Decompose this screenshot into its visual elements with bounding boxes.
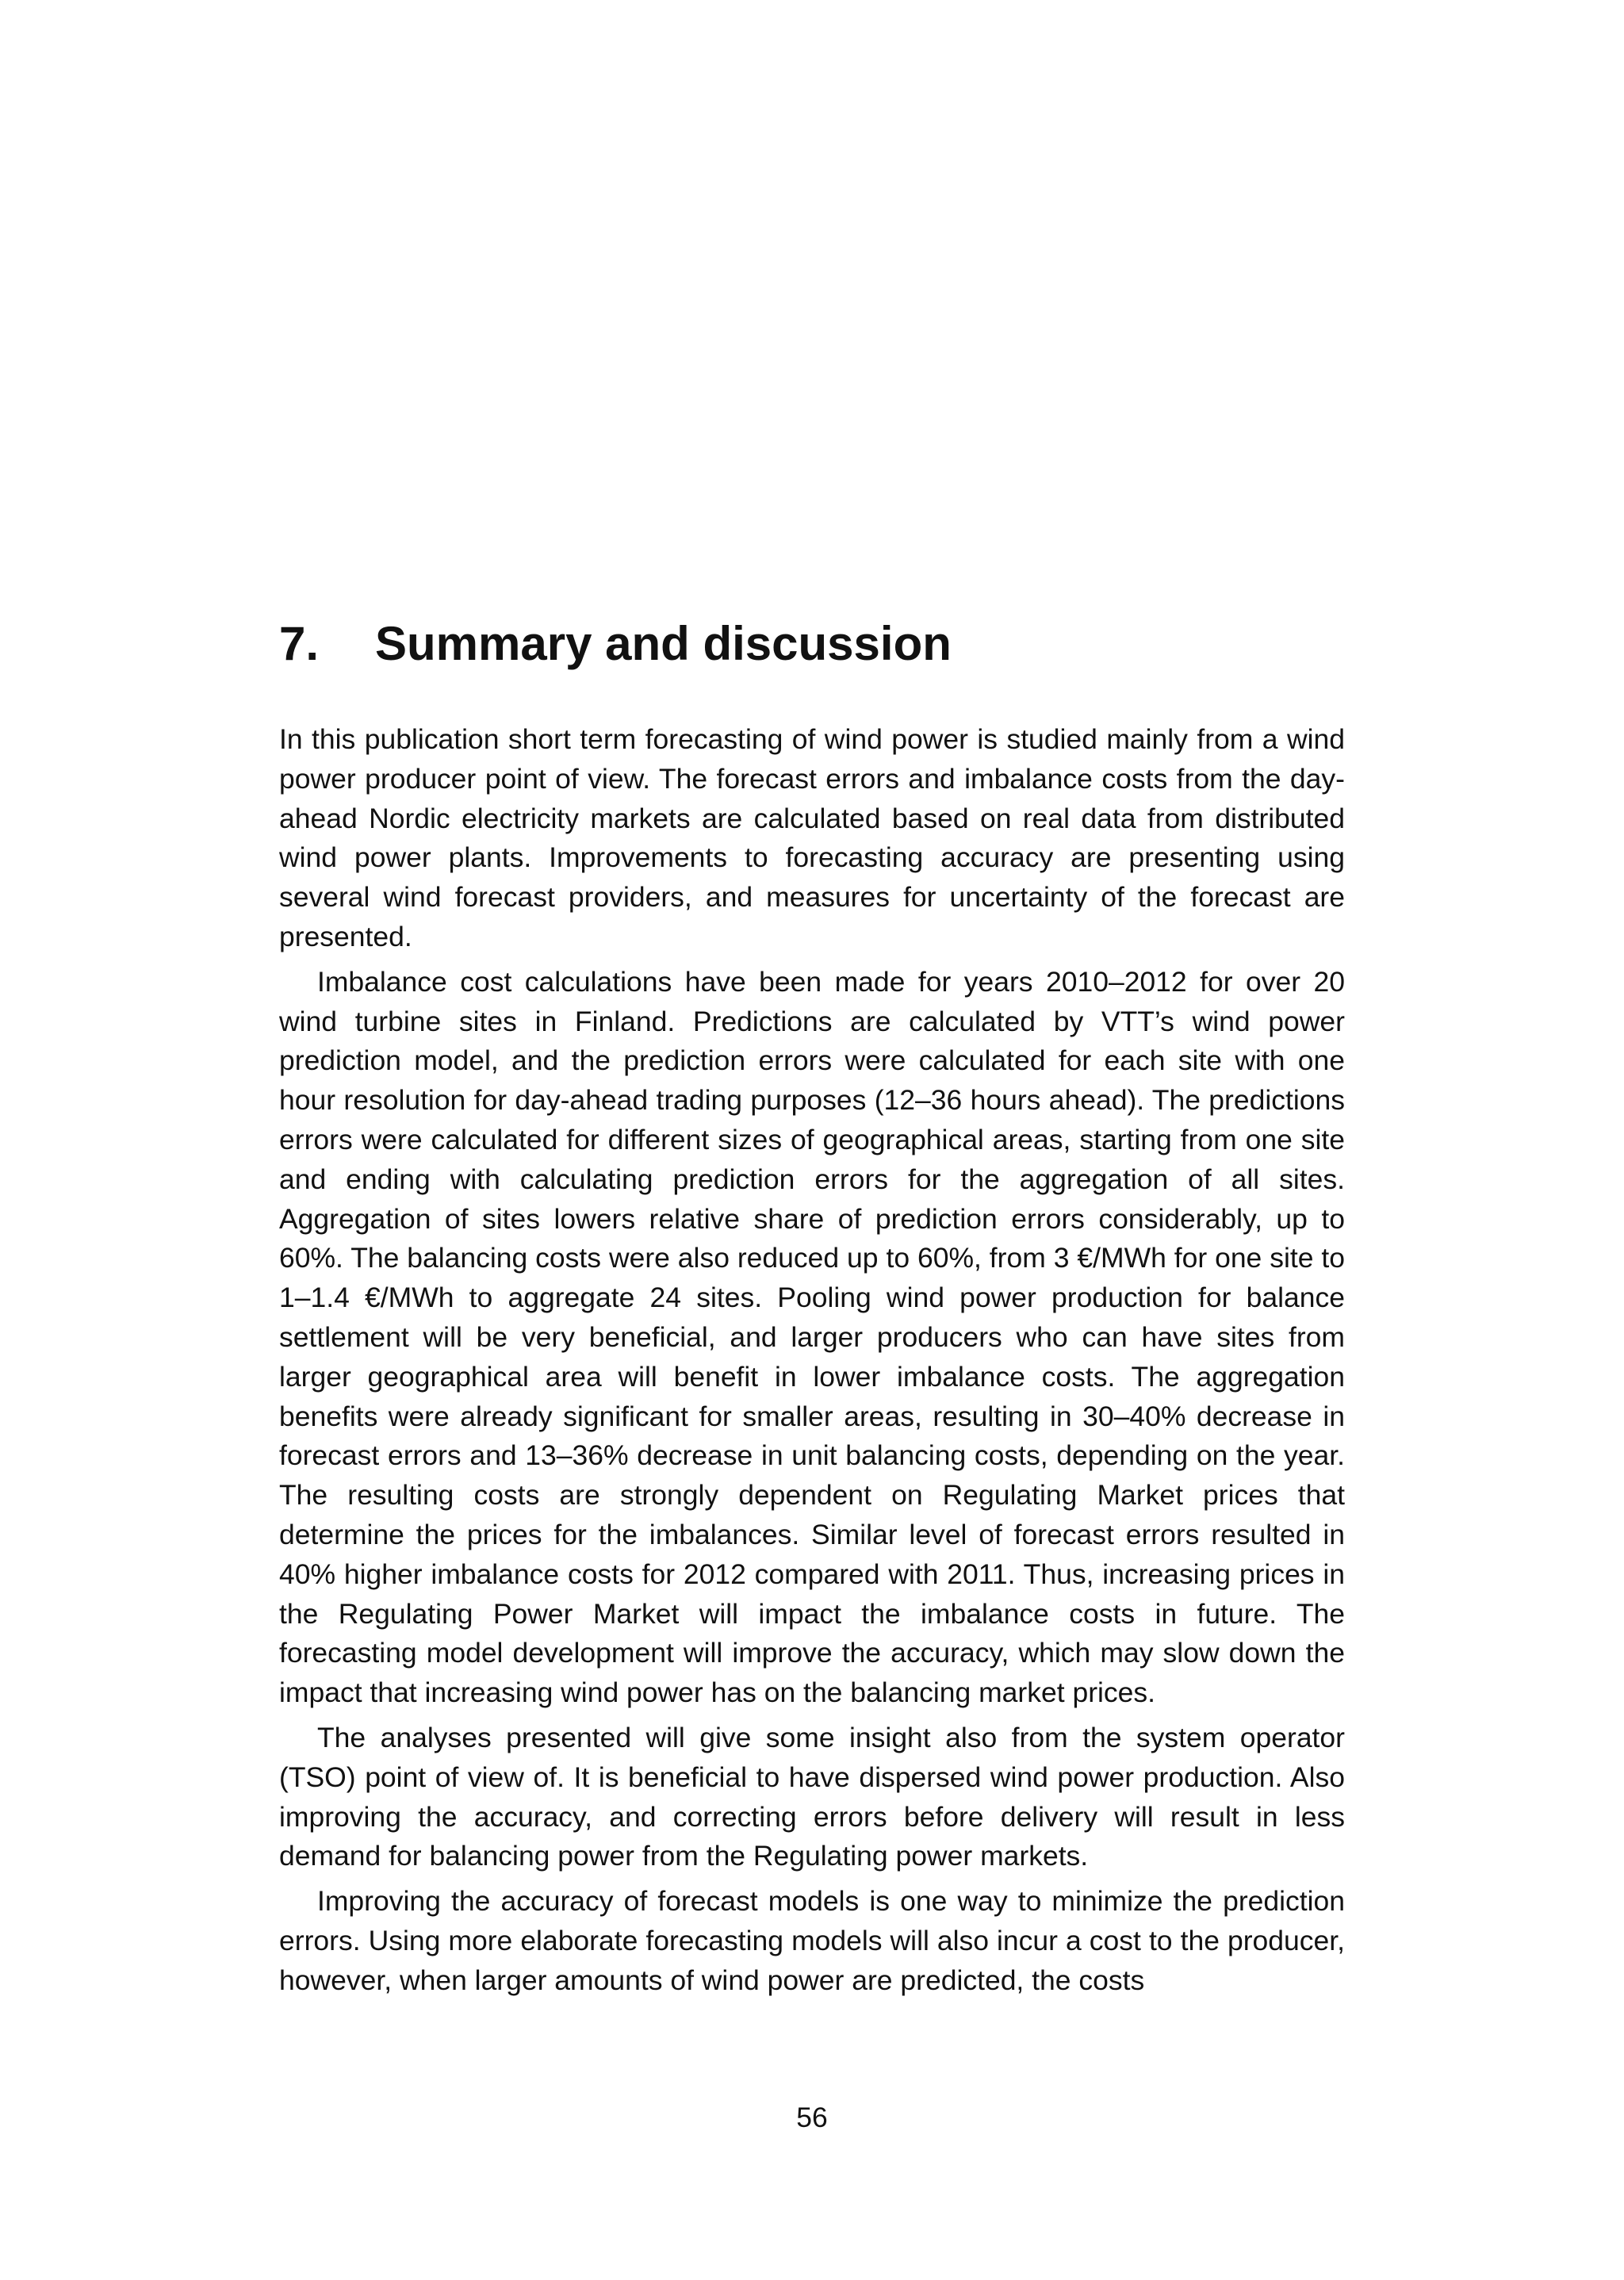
page-number: 56 <box>796 2102 828 2133</box>
body-text <box>279 720 1345 2006</box>
section-number: 7. <box>279 617 320 670</box>
section-heading <box>279 616 952 672</box>
paragraph-intro: In this publication short term forecasting of wind power is studied mainly from a wind power producer point of view. The forecast errors and imbalance costs from the day-ahead Nordic electricity markets are calculated based on real data from distributed wind power plants. Improvements to forecasting accuracy are presenting using several wind forecast providers, and measures for uncertainty of the forecast are presented. <box>279 723 1345 952</box>
paragraph-forecast-accuracy: Improving the accuracy of forecast models is one way to minimize the prediction errors. Using more elaborate forecasting models will also incur a cost to the producer, however, when larger amounts of wind power are predicted, the costs <box>279 1885 1345 1996</box>
section-title: Summary and discussion <box>375 617 952 670</box>
paragraph-imbalance-costs: Imbalance cost calculations have been made for years 2010–2012 for over 20 wind turbine sites in Finland. Predictions are calculated by VTT’s wind power prediction model, and the prediction errors were calculated for each site with one hour resolution for day-ahead trading purposes (12–36 hours ahead). The predictions errors were calculated for different sizes of geographical areas, starting from one site and ending with calculating prediction errors for the aggregation of all sites. Aggregation of sites lowers relative share of prediction errors considerably, up to 60%. The balancing costs were also reduced up to 60%, from 3 €/MWh for one site to 1–1.4 €/MWh to aggregate 24 sites. Pooling wind power production for balance settlement will be very beneficial, and larger producers who can have sites from larger geographical area will benefit in lower imbalance costs. The aggregation benefits were already significant for smaller areas, resulting in 30–40% decrease in forecast errors and 13–36% decrease in unit balancing costs, depending on the year. The resulting costs are strongly dependent on Regulating Market prices that determine the prices for the imbalances. Similar level of forecast errors resulted in 40% higher imbalance costs for 2012 compared with 2011. Thus, increasing prices in the Regulating Power Market will impact the imbalance costs in future. The forecasting model development will improve the accuracy, which may slow down the impact that increasing wind power has on the balancing market prices. <box>279 965 1345 1709</box>
paragraph-tso-view: The analyses presented will give some insight also from the system operator (TSO) point of view of. It is beneficial to have dispersed wind power production. Also improving the accuracy, and correcting errors before delivery will result in less demand for balancing power from the Regulating power markets. <box>279 1721 1345 1872</box>
